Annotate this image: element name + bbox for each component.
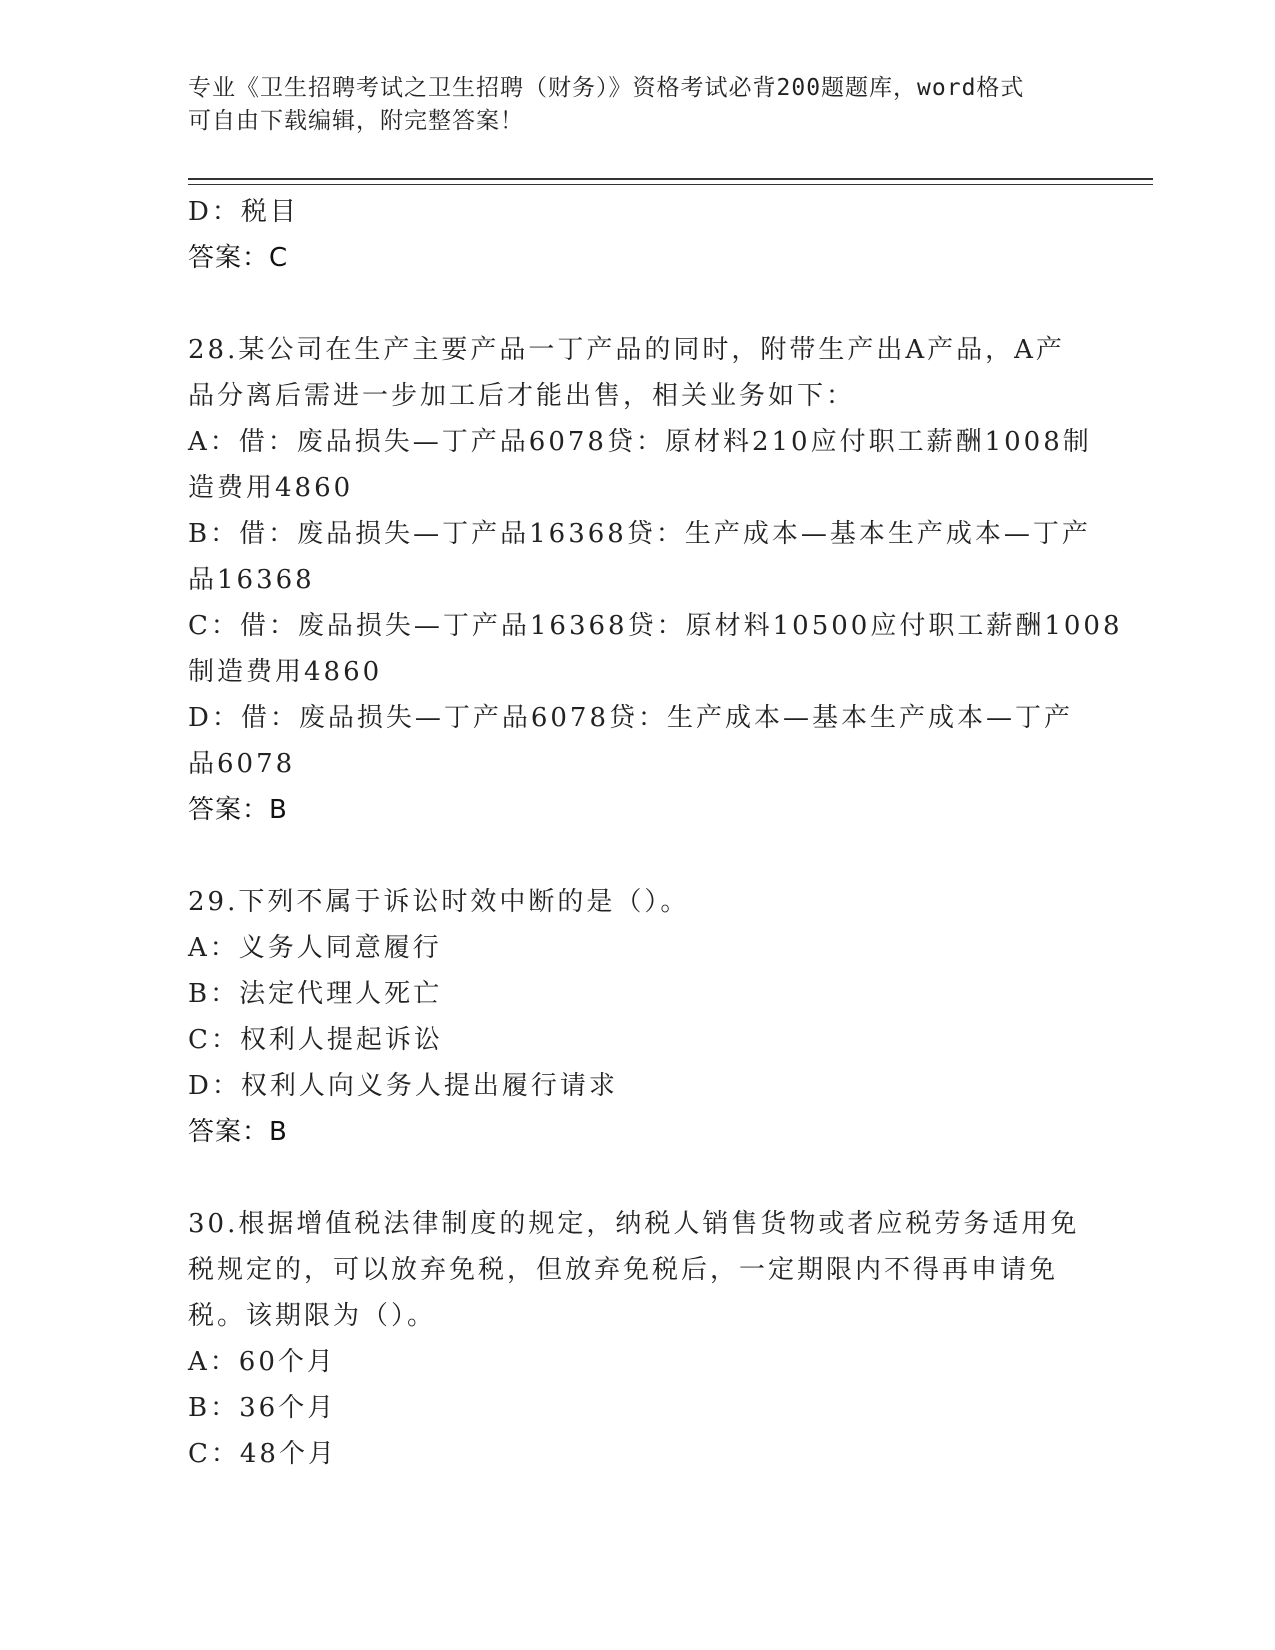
q30-stem-line-3: 税。该期限为（）。 [188, 1301, 437, 1331]
question-29 [188, 879, 1088, 1155]
question-list [188, 189, 1123, 1477]
question-28 [188, 327, 1123, 833]
q28-option-d-line-2: 品6078 [188, 749, 296, 779]
spacer [188, 1155, 1088, 1201]
q29-option-b: B：法定代理人死亡 [188, 979, 443, 1009]
q29-option-c: C：权利人提起诉讼 [188, 1025, 443, 1055]
q28-stem-line-1: 28.某公司在生产主要产品一丁产品的同时，附带生产出A产品，A产 [188, 335, 1065, 365]
header-divider-thin [188, 184, 1153, 185]
q28-option-c-line-2: 制造费用4860 [188, 657, 383, 687]
q30-stem-line-2: 税规定的，可以放弃免税，但放弃免税后，一定期限内不得再申请免 [188, 1255, 1059, 1285]
q27-option-d: D：税目 [188, 197, 299, 227]
spacer [188, 281, 1088, 327]
q30-option-b: B：36个月 [188, 1393, 337, 1423]
q28-option-d-line-1: D：借：废品损失—丁产品6078贷：生产成本—基本生产成本—丁产 [188, 703, 1074, 733]
page-header [188, 72, 1088, 138]
spacer [188, 833, 1088, 879]
q28-option-b-line-1: B：借：废品损失—丁产品16368贷：生产成本—基本生产成本—丁产 [188, 519, 1091, 549]
question-30 [188, 1201, 1088, 1477]
q30-option-c: C：48个月 [188, 1439, 337, 1469]
q29-answer: 答案：B [188, 1117, 288, 1147]
q28-option-c-line-1: C：借：废品损失—丁产品16368贷：原材料10500应付职工薪酬1008 [188, 611, 1123, 641]
header-title-line-1: 专业《卫生招聘考试之卫生招聘（财务）》资格考试必背200题题库，word格式 [188, 75, 1025, 101]
q28-option-b-line-2: 品16368 [188, 565, 315, 595]
q28-stem-line-2: 品分离后需进一步加工后才能出售，相关业务如下： [188, 381, 856, 411]
q30-stem-line-1: 30.根据增值税法律制度的规定，纳税人销售货物或者应税劳务适用免 [188, 1209, 1080, 1239]
q28-option-a-line-1: A：借：废品损失—丁产品6078贷：原材料210应付职工薪酬1008制 [188, 427, 1092, 457]
q29-stem: 29.下列不属于诉讼时效中断的是（）。 [188, 887, 690, 917]
q28-answer: 答案：B [188, 795, 288, 825]
question-27-tail [188, 189, 1088, 281]
q29-option-d: D：权利人向义务人提出履行请求 [188, 1071, 618, 1101]
q27-answer: 答案：C [188, 243, 289, 273]
q28-option-a-line-2: 造费用4860 [188, 473, 354, 503]
header-divider-thick [188, 178, 1153, 180]
q30-option-a: A：60个月 [188, 1347, 336, 1377]
q29-option-a: A：义务人同意履行 [188, 933, 442, 963]
header-title-line-2: 可自由下载编辑，附完整答案！ [188, 108, 524, 134]
